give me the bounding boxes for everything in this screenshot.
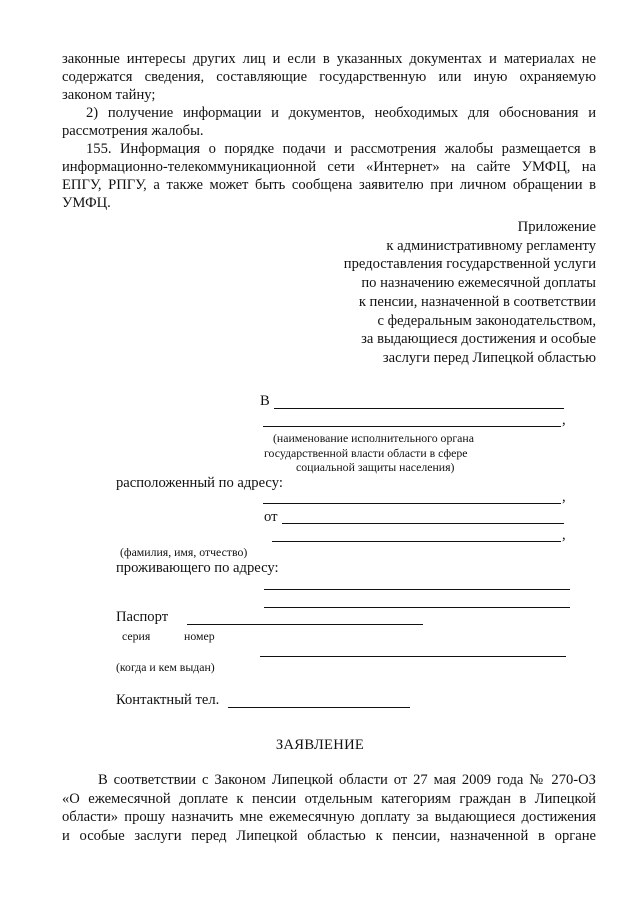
statement-title: ЗАЯВЛЕНИЕ: [275, 737, 365, 753]
text-line: В соответствии с Законом Липецкой области от 27 мая 2009 года № 270-ОЗ: [98, 772, 596, 788]
text-line: УМФЦ.: [62, 195, 111, 211]
comma: ,: [562, 527, 566, 543]
organ-hint-line: государственной власти области в сфере: [264, 446, 468, 460]
located-address-label: расположенный по адресу:: [116, 475, 283, 491]
text-line: рассмотрения жалобы.: [62, 123, 204, 139]
residing-address-label: проживающего по адресу:: [116, 560, 279, 576]
text-line: области» прошу назначить мне ежемесячную доплату за выдающиеся достижения: [62, 809, 596, 825]
passport-label: Паспорт: [116, 609, 169, 625]
appendix-line: за выдающиеся достижения и особые: [361, 331, 596, 348]
appendix-line: с федеральным законодательством,: [377, 312, 596, 329]
appendix-line: заслуги перед Липецкой областью: [382, 349, 596, 366]
paragraph-legitimate-interests: [62, 50, 596, 104]
phone-label: Контактный тел.: [116, 692, 220, 708]
from-prefix: от: [264, 509, 278, 525]
text-line: информационно-телекоммуникационной сети «Интернет» на сайте УМФЦ, на: [62, 159, 596, 175]
appendix-line: Приложение: [517, 219, 596, 235]
issued-hint: (когда и кем выдан): [116, 660, 215, 674]
text-line: законные интересы других лиц и если в указанных документах и материалах не: [62, 51, 596, 67]
appendix-line: к административному регламенту: [386, 237, 596, 254]
fio-hint: (фамилия, имя, отчество): [120, 545, 248, 559]
applicant-name-field-2[interactable]: [272, 541, 561, 542]
appendix-header: [344, 218, 596, 368]
recipient-organ-field-2[interactable]: [263, 426, 561, 427]
residing-address-field-2[interactable]: [264, 607, 570, 608]
comma: ,: [562, 412, 566, 428]
text-line: ЕПГУ, РПГУ, а также может быть сообщена заявителю при личном обращении в: [62, 177, 596, 193]
phone-field[interactable]: [228, 707, 410, 708]
statement-body: [62, 771, 596, 845]
text-line: «О ежемесячной доплате к пенсии отдельным категориям граждан в Липецкой: [62, 790, 596, 807]
paragraph-item-155: [62, 140, 596, 212]
appendix-line: к пенсии, назначенной в соответствии: [358, 293, 596, 310]
passport-series-label: серия: [122, 629, 151, 643]
organ-hint-line: (наименование исполнительного органа: [273, 431, 474, 445]
comma: ,: [562, 489, 566, 505]
passport-number-label: номер: [184, 629, 215, 643]
paragraph-item-2: [62, 104, 596, 140]
text-line: 155. Информация о порядке подачи и рассмотрения жалобы размещается в: [86, 141, 596, 157]
text-line: и особые заслуги перед Липецкой областью к пенсии, назначенной в органе: [62, 827, 596, 844]
passport-issued-field[interactable]: [260, 656, 566, 657]
text-line: содержатся сведения, составляющие государственную или иную охраняемую: [62, 69, 596, 85]
applicant-name-field[interactable]: [282, 523, 564, 524]
passport-field[interactable]: [187, 624, 423, 625]
located-address-field[interactable]: [263, 503, 561, 504]
text-line: 2) получение информации и документов, необходимых для обоснования и: [86, 105, 596, 121]
recipient-organ-field[interactable]: [274, 408, 564, 409]
appendix-line: по назначению ежемесячной доплаты: [361, 275, 596, 292]
text-line: законом тайну;: [62, 87, 156, 103]
appendix-line: предоставления государственной услуги: [343, 256, 596, 273]
organ-hint-line: социальной защиты населения): [296, 460, 455, 474]
to-prefix: В: [260, 393, 270, 409]
residing-address-field[interactable]: [264, 589, 570, 590]
